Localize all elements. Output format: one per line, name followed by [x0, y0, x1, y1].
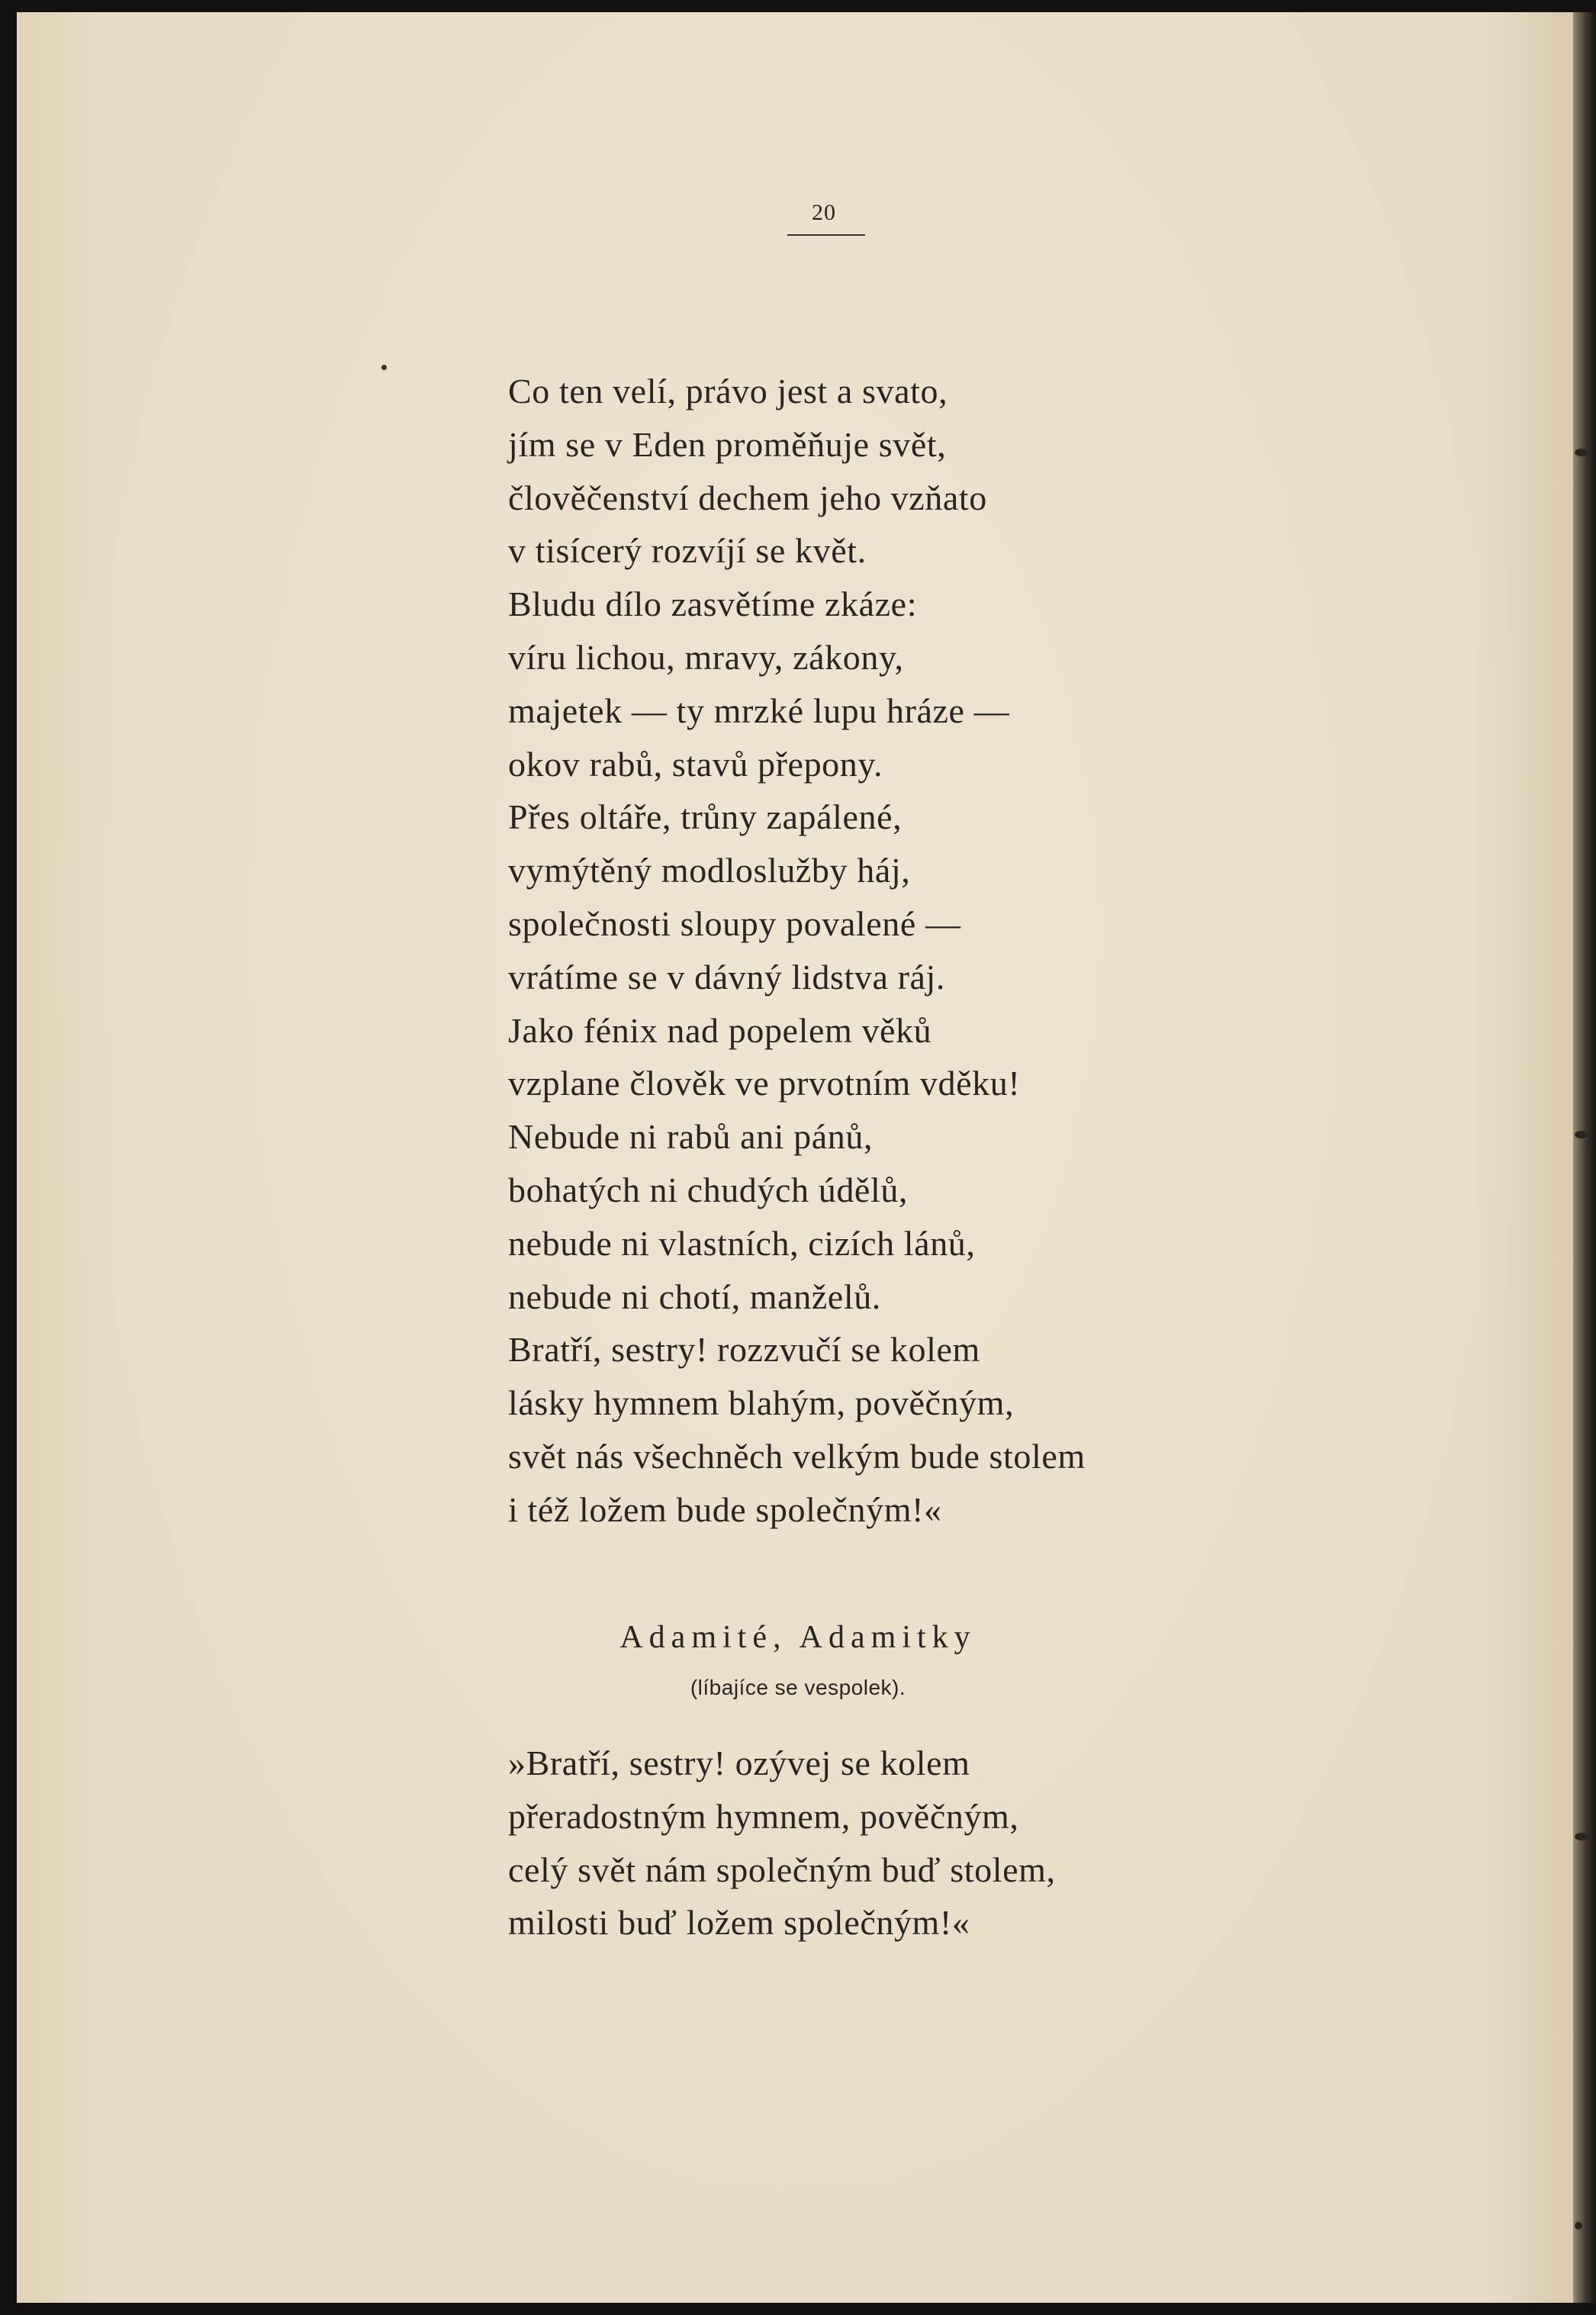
stage-direction: (líbajíce se vespolek). — [690, 1676, 906, 1699]
verse-line: vymýtěný modloslužby háj, — [508, 851, 911, 890]
verse-line: majetek — ty mrzké lupu hráze — — [508, 691, 1010, 730]
verse-line: v tisícerý rozvíjí se květ. — [508, 531, 867, 571]
speaker-heading: Adamité, Adamitky — [619, 1620, 977, 1655]
page-edge-shadow — [1573, 12, 1596, 2303]
verse-line: »Bratří, sestry! ozývej se kolem — [508, 1743, 970, 1782]
verse-line: okov rabů, stavů přepony. — [508, 744, 883, 784]
paper-speck — [381, 365, 387, 370]
verse-line: nebude ni vlastních, cizích lánů, — [508, 1223, 976, 1263]
verse-line: jím se v Eden proměňuje svět, — [508, 424, 947, 464]
verse-line: Jako fénix nad popelem věků — [508, 1010, 932, 1050]
verse-line: i též ložem bude společným!« — [508, 1489, 942, 1529]
verse-line: člověčenství dechem jeho vzňato — [508, 478, 987, 517]
page-number: 20 — [812, 200, 836, 225]
page-number-rule — [787, 234, 865, 236]
verse-line: Bratří, sestry! rozzvučí se kolem — [508, 1330, 980, 1370]
verse-line: Bludu dílo zasvětíme zkáze: — [508, 584, 918, 624]
verse-line: společnosti sloupy povalené — — [508, 903, 961, 943]
verse-line: přeradostným hymnem, pověčným, — [508, 1796, 1019, 1836]
verse-line: nebude ni chotí, manželů. — [508, 1277, 881, 1316]
verse-speech-end — [508, 365, 1086, 1537]
verse-line: milosti buď ložem společným!« — [508, 1903, 970, 1943]
verse-line: Co ten velí, právo jest a svato, — [508, 372, 948, 411]
verse-line: Nebude ni rabů ani pánů, — [508, 1117, 874, 1157]
verse-line: lásky hymnem blahým, pověčným, — [508, 1383, 1015, 1423]
verse-line: Přes oltáře, trůny zapálené, — [508, 797, 903, 837]
binding-thread-mark — [1575, 2222, 1582, 2230]
verse-chorus — [508, 1737, 1056, 1950]
verse-line: celý svět nám společným buď stolem, — [508, 1850, 1056, 1889]
verse-line: víru lichou, mravy, zákony, — [508, 637, 904, 677]
verse-line: vzplane člověk ve prvotním vděku! — [508, 1064, 1021, 1103]
verse-line: svět nás všechněch velkým bude stolem — [508, 1436, 1086, 1476]
binding-thread-mark — [1575, 449, 1588, 456]
verse-line: vrátíme se v dávný lidstva ráj. — [508, 957, 946, 997]
verse-line: bohatých ni chudých údělů, — [508, 1170, 909, 1209]
binding-thread-mark — [1575, 1131, 1588, 1138]
binding-thread-mark — [1575, 1833, 1588, 1840]
